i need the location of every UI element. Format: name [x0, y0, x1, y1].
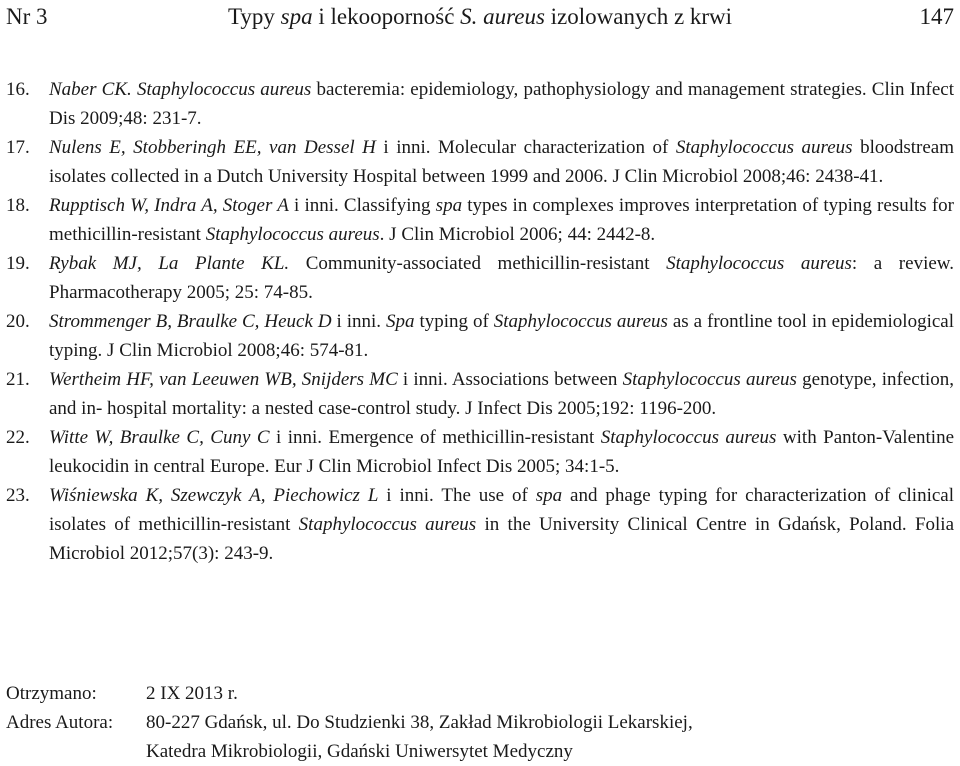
reference-text: Spa	[386, 311, 415, 332]
running-title	[0, 2, 960, 32]
reference-text: : a review. Pharmacotherapy 2005; 25: 74-85.	[49, 253, 955, 303]
title-part: i lekooporność	[312, 4, 461, 29]
reference-list	[6, 75, 954, 568]
reference-entry	[6, 481, 954, 568]
issue-number: Nr 3	[6, 4, 48, 29]
reference-text: i inni. Emergence of methicillin-resistant	[269, 427, 601, 448]
title-part: spa	[280, 4, 313, 29]
reference-number: 20.	[6, 311, 30, 332]
reference-text: Staphylococcus aureus	[666, 253, 852, 274]
reference-text: i inni. The use of	[378, 485, 536, 506]
address-label: Adres Autora:	[6, 712, 114, 733]
reference-text: Staphylococcus aureus	[136, 79, 312, 100]
reference-text: spa	[535, 485, 563, 506]
reference-entry	[6, 133, 954, 191]
reference-text: typing of	[414, 311, 494, 332]
reference-text: i inni.	[331, 311, 387, 332]
reference-text: in the University Clinical Centre in Gdańsk, Poland. Folia Microbiol 2012;57(3): 243-9.	[49, 514, 954, 564]
address-row	[6, 708, 954, 737]
reference-text: bloodstream isolates collected in a Dutch University Hospital between 1999 and 2006. J Clin Microbiol 2008;46: 2438-41.	[49, 137, 955, 187]
reference-entry	[6, 423, 954, 481]
received-label: Otrzymano:	[6, 683, 97, 704]
title-part: S. aureus	[460, 4, 545, 29]
title-part: izolowanych z krwi	[544, 4, 733, 29]
article-footer	[6, 679, 954, 766]
reference-text: Staphylococcus aureus	[493, 311, 668, 332]
reference-text: i inni. Molecular characterization of	[375, 137, 676, 158]
reference-authors: Wiśniewska K, Szewczyk A, Piechowicz L	[49, 485, 379, 506]
reference-text: Staphylococcus aureus	[298, 514, 477, 535]
reference-text: bacteremia: epidemiology, pathophysiology and management strategies. Clin Infect Dis 2009;48: 231-7.	[49, 79, 954, 129]
running-header	[0, 2, 960, 32]
reference-text: with Panton-Valentine leukocidin in central Europe. Eur J Clin Microbiol Infect Dis 2005; 34:1-5.	[49, 427, 955, 477]
reference-text: as a frontline tool in epidemiological typing. J Clin Microbiol 2008;46: 574-81.	[49, 311, 955, 361]
received-date: 2 IX 2013 r.	[146, 683, 238, 704]
reference-text: genotype, infection, and in- hospital mortality: a nested case-control study. J Infect Dis 2005;192: 1196-200.	[49, 369, 954, 419]
reference-text: Staphylococcus aureus	[600, 427, 777, 448]
reference-authors: Strommenger B, Braulke C, Heuck D	[49, 311, 332, 332]
reference-text: spa	[435, 195, 463, 216]
reference-text: i inni. Associations between	[397, 369, 623, 390]
reference-entry	[6, 191, 954, 249]
reference-number: 23.	[6, 485, 30, 506]
page-number: 147	[919, 4, 954, 29]
reference-authors: Rybak MJ, La Plante KL.	[49, 253, 290, 274]
reference-number: 21.	[6, 369, 30, 390]
reference-text: i inni. Classifying	[288, 195, 436, 216]
reference-number: 17.	[6, 137, 30, 158]
reference-text: Staphylococcus aureus	[622, 369, 797, 390]
reference-number: 19.	[6, 253, 30, 274]
reference-authors: Witte W, Braulke C, Cuny C	[49, 427, 270, 448]
reference-entry	[6, 365, 954, 423]
reference-authors: Nulens E, Stobberingh EE, van Dessel H	[49, 137, 376, 158]
reference-number: 18.	[6, 195, 30, 216]
reference-text: and phage typing for characterization of clinical isolates of methicillin-resistant	[49, 485, 954, 535]
address-line: Katedra Mikrobiologii, Gdański Uniwersytet Medyczny	[146, 741, 573, 762]
reference-authors: Naber CK.	[49, 79, 132, 100]
reference-text: . J Clin Microbiol 2006; 44: 2442-8.	[379, 224, 656, 245]
reference-text: Staphylococcus aureus	[205, 224, 380, 245]
reference-text: types in complexes improves interpretation of typing results for methicillin-resistant	[49, 195, 954, 245]
received-row	[6, 679, 954, 708]
reference-authors: Rupptisch W, Indra A, Stoger A	[49, 195, 289, 216]
title-part: Typy	[227, 4, 281, 29]
reference-entry	[6, 249, 954, 307]
reference-number: 16.	[6, 79, 30, 100]
reference-entry	[6, 307, 954, 365]
reference-text: Staphylococcus aureus	[675, 137, 853, 158]
reference-number: 22.	[6, 427, 30, 448]
reference-text: Community-associated methicillin-resistant	[289, 253, 667, 274]
address-line: 80-227 Gdańsk, ul. Do Studzienki 38, Zakład Mikrobiologii Lekarskiej,	[146, 712, 693, 733]
reference-entry	[6, 75, 954, 133]
reference-authors: Wertheim HF, van Leeuwen WB, Snijders MC	[49, 369, 398, 390]
